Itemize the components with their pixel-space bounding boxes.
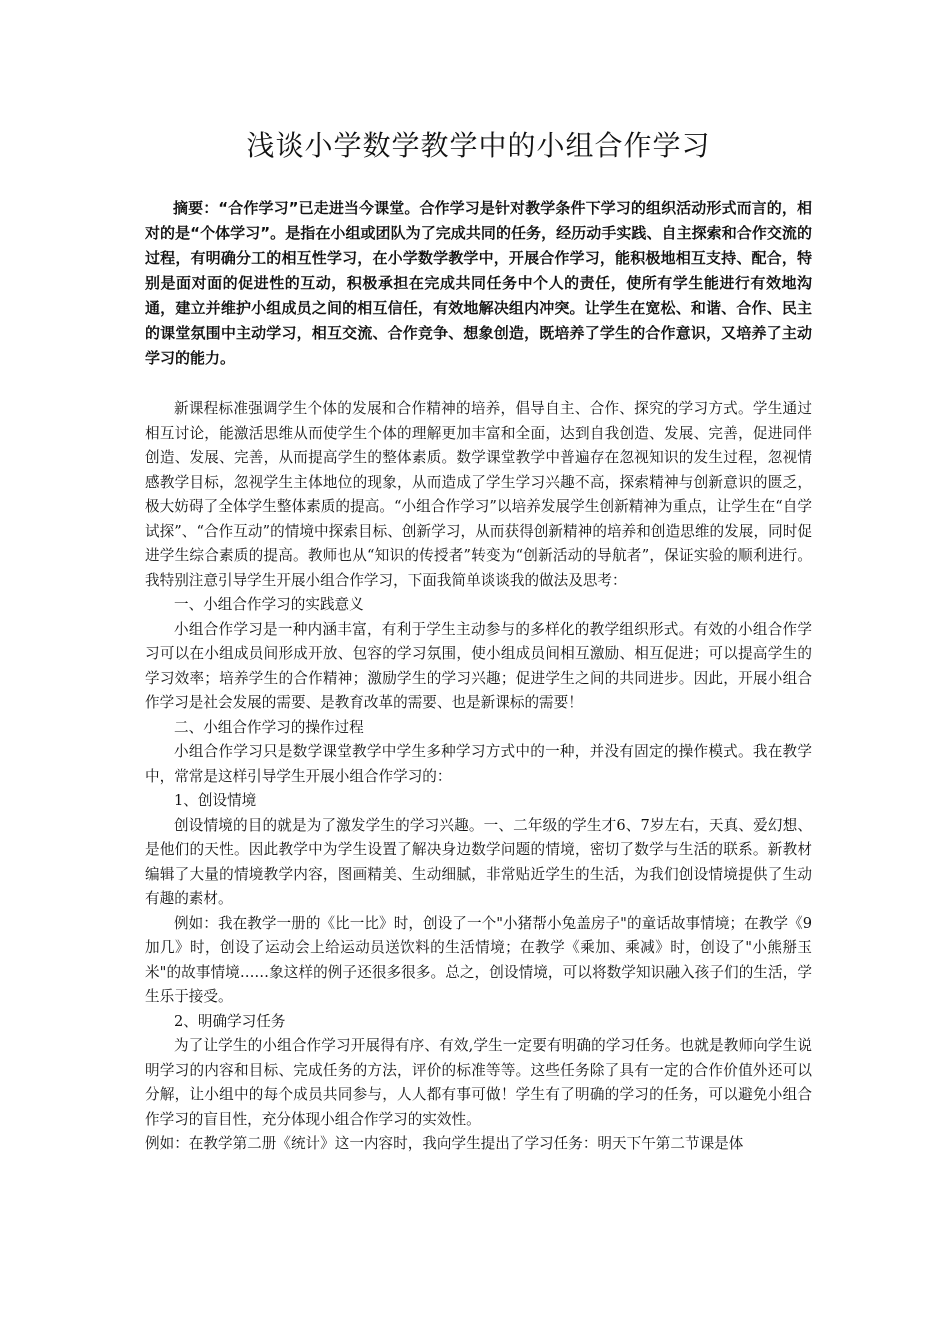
section-2-heading: 二、小组合作学习的操作过程 — [174, 718, 364, 736]
document-title: 浅谈小学数学教学中的小组合作学习 — [246, 129, 711, 162]
intro-paragraph: 新课程标准强调学生个体的发展和合作精神的培养，倡导自主、合作、探究的学习方式。学生通过相互讨论，能激活思维从而使学生个体的理解更加丰富和全面，达到自我创造、发展、完善，促进同伴创造、发展、完善，从而提高学生的整体素质。数学课堂教学中普遍存在忽视知识的发生过程，忽视情感教学目标，忽视学生主体地位的现象，从而造成了学生学习兴趣不高，探索精神与创新意识的匮乏，极大妨碍了全体学生整体素质的提高。“小组合作学习”以培养发展学生创新精神为重点，让学生在“自学试探”、“合作互动”的情境中探索目标、创新学习，从而获得创新精神的培养和创造思维的发展，同时促进学生综合素质的提高。教师也从“知识的传授者”转变为“创新活动的导航者”，保证实验的顺利进行。我特别注意引导学生开展小组合作学习，下面我简单谈谈我的做法及思考： — [145, 400, 812, 589]
subsection-2-example: 例如：在教学第二册《统计》这一内容时，我向学生提出了学习任务：明天下午第二节课是体 — [145, 1135, 744, 1152]
abstract-paragraph: 摘要：“合作学习”已走进当今课堂。合作学习是针对教学条件下学习的组织活动形式而言的，相对的是“个体学习”。是指在小组或团队为了完成共同的任务，经历动手实践、自主探索和合作交流的过程，有明确分工的相互性学习，在小学数学教学中，开展合作学习，能积极地相互支持、配合，特别是面对面的促进性的互动，积极承担在完成共同任务中个人的责任，使所有学生能进行有效地沟通，建立并维护小组成员之间的相互信任，有效地解决组内冲突。让学生在宽松、和谐、合作、民主的课堂氛围中主动学习，相互交流、合作竞争、想象创造，既培养了学生的合作意识，又培养了主动学习的能力。 — [145, 199, 812, 367]
subsection-2-paragraph: 为了让学生的小组合作学习开展得有序、有效,学生一定要有明确的学习任务。也就是教师向学生说明学习的内容和目标、完成任务的方法，评价的标准等等。这些任务除了具有一定的合作价值外还可以分解，让小组中的每个成员共同参与，人人都有事可做！学生有了明确的学习的任务，可以避免小组合作学习的盲目性，充分体现小组合作学习的实效性。 — [145, 1037, 812, 1128]
subsection-1-example: 例如：我在教学一册的《比一比》时，创设了一个"小猪帮小兔盖房子"的童话故事情境；在教学《9加几》时，创设了运动会上给运动员送饮料的生活情境；在教学《乘加、乘减》时，创设了"小熊掰玉米"的故事情境……象这样的例子还很多很多。总之，创设情境，可以将数学知识融入孩子们的生活，学生乐于接受。 — [145, 914, 812, 1005]
document-page — [145, 126, 812, 1157]
section-1-heading: 一、小组合作学习的实践意义 — [174, 596, 364, 613]
section-1-paragraph: 小组合作学习是一种内涵丰富，有利于学生主动参与的多样化的教学组织形式。有效的小组合作学习可以在小组成员间形成开放、包容的学习氛围，使小组成员间相互激励、相互促进；可以提高学生的学习效率；培养学生的合作精神；激励学生的学习兴趣；促进学生之间的共同进步。因此，开展小组合作学习是社会发展的需要、是教育改革的需要、也是新课标的需要！ — [145, 620, 812, 711]
subsection-1-heading: 1、创设情境 — [174, 792, 257, 809]
subsection-1-paragraph: 创设情境的目的就是为了激发学生的学习兴趣。一、二年级的学生才6、7岁左右，天真、爱幻想、是他们的天性。因此教学中为学生设置了解决身边数学问题的情境，密切了数学与生活的联系。新教材编辑了大量的情境教学内容，图画精美、生动细腻，非常贴近学生的生活，为我们创设情境提供了生动有趣的素材。 — [145, 816, 812, 907]
subsection-2-heading: 2、明确学习任务 — [174, 1012, 286, 1030]
section-2-paragraph: 小组合作学习只是数学课堂教学中学生多种学习方式中的一种，并没有固定的操作模式。我在教学中，常常是这样引导学生开展小组合作学习的： — [145, 743, 812, 785]
